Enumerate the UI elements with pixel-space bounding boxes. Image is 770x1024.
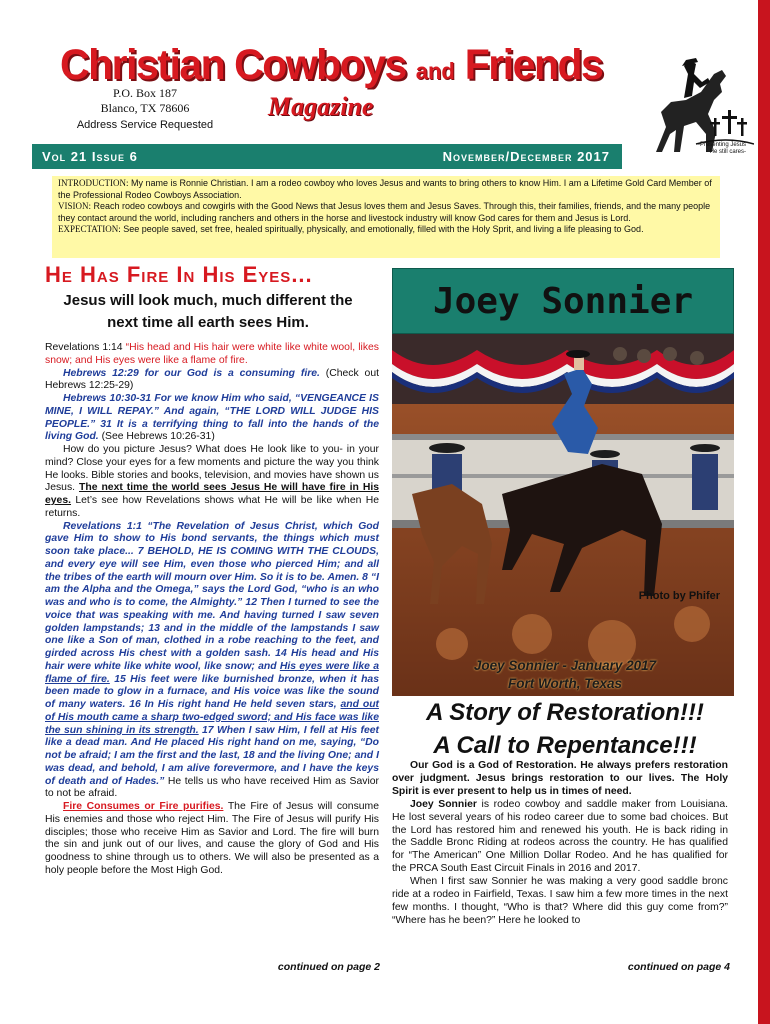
scripture-quote-underlined: and out of His mouth came a sharp two-edged sword; and His face was like the sun shining in its strength.: [45, 699, 379, 736]
continued-link[interactable]: continued on page 4: [627, 961, 730, 973]
story-title-line2: A Call to Repentance!!!: [433, 732, 697, 759]
scripture-quote-underlined: His eyes were like a flame of fire.: [45, 660, 379, 685]
scripture-note: (See Hebrews 10:26-31): [98, 431, 215, 443]
mailing-address: [70, 86, 220, 116]
paragraph: [45, 801, 379, 878]
expectation-paragraph: [58, 224, 714, 236]
issue-bar: [32, 144, 622, 169]
logo-caption-line1: -Presenting Jesus: [697, 142, 746, 148]
logo-caption-line2: - He still cares-: [705, 149, 746, 155]
address-service: Address Service Requested: [76, 119, 214, 131]
body-text: Let’s see how Revelations shows what He will be like when He returns.: [45, 495, 379, 519]
article-subhead: Jesus will look much, much different the next time all earth sees Him.: [63, 292, 353, 331]
scripture-quote: Hebrews 12:29 for our God is a consuming fire.: [63, 367, 320, 379]
paragraph: [392, 799, 728, 876]
issue-date: November/December 2017: [442, 149, 610, 164]
logo-caption: [636, 142, 746, 156]
scripture-quote: 17 When I saw Him, I fell at His feet like a dead man. And He placed His right hand on me, saying, “Do not be afraid; I am the first and the last, 18 and the living One; and I was dead, and behold, I am alive forevermore, and I have the keys of death and of Hades.”: [45, 724, 379, 787]
vision-label: VISION:: [58, 201, 91, 211]
emphasis-text: The next time the world sees Jesus He will have fire in His eyes.: [45, 482, 380, 506]
scripture-quote: 15 His feet were like burnished bronze, when it has been made to glow in a furnace, and His voice was like the sound of many waters. 16 In His right hand He held seven stars,: [45, 673, 379, 710]
vision-paragraph: [58, 201, 714, 224]
vision-text: Reach rodeo cowboys and cowgirls with the Good News that Jesus loves them and Jesus Saves. Through this, their families, friends, and the many people they contact around the world, including ranchers and others in the horse and livestock industry will know God cares for them and Jesus is Lord.: [58, 201, 711, 223]
address-line1: P.O. Box 187: [112, 86, 177, 100]
article-body: [45, 342, 379, 878]
photo-caption-line2: Fort Worth, Texas: [507, 676, 622, 691]
article-headline: He Has Fire In His Eyes...: [45, 262, 313, 287]
scripture-quote: Hebrews 10:30-31 For we know Him who said, “VENGEANCE IS MINE, I WILL REPAY.” And again, “THE LORD WILL JUDGE HIS PEOPLE.” 31 It is a terrifying thing to fall into the hands of the living God.: [45, 393, 379, 443]
intro-paragraph: [58, 178, 714, 201]
scripture-note: (Check out Hebrews 12:25-29): [45, 367, 379, 392]
story-title: [394, 696, 736, 762]
intro-text: My name is Ronnie Christian. I am a rodeo cowboy who loves Jesus and wants to bring others to know Him. I am a Lifetime Gold Card Member of the Professional Rodeo Cowboys Association.: [58, 178, 712, 200]
paragraph: [45, 368, 379, 394]
paragraph: Our God is a God of Restoration. He always prefers restoration over judgment. Jesus brings restoration to our lives. The Holy Spirit is ever present to help us in times of need.: [392, 760, 728, 797]
paragraph: When I first saw Sonnier he was making a very good saddle bronc ride at a rodeo in Fairfield, Texas. I saw him a few more times in the next few months. I thought, “Who is that? Where did this guy come from?” “Where has he been?” Here he looked to: [392, 876, 728, 926]
story-title-line1: A Story of Restoration!!!: [426, 699, 704, 726]
photo-caption-line1: Joey Sonnier - January 2017: [473, 658, 657, 673]
paragraph: [45, 342, 379, 368]
continued-link[interactable]: continued on page 2: [277, 961, 380, 973]
scripture-ref: Revelations 1:14: [45, 342, 126, 353]
page-edge-bar: [758, 0, 770, 1024]
title-part2: Friends: [464, 40, 603, 89]
paragraph: [45, 444, 379, 521]
paragraph: [45, 521, 379, 802]
paragraph: [45, 393, 379, 444]
story-body: [392, 760, 728, 928]
section-lead: Fire Consumes or Fire purifies.: [63, 801, 224, 812]
photo-credit: Photo by Phifer: [638, 590, 720, 602]
body-text: How do you picture Jesus? What does He look like to you- in your mind? Close your eyes for a few moments and picture the way you think He looks. Bible stories and books, television, and movies have shown us Jesus.: [45, 444, 379, 494]
title-part1: Christian Cowboys: [60, 40, 406, 89]
body-text: The Fire of Jesus will consume His enemies and those who reject Him. The Fire of Jesus will purify His disciples; those who receive Him as Savior and Lord. The fire will burn the sin and junk out of our lives, and cause the glory of God and His goodness to shine through us to others. We will also be presented as a holy people before the Most High God.: [45, 801, 379, 876]
body-text: He tells us who have received Him as Savior to not be afraid.: [45, 775, 379, 800]
magazine-title: [60, 40, 620, 89]
name-banner: [392, 268, 734, 334]
address-line2: Blanco, TX 78606: [100, 101, 190, 115]
body-text: is rodeo cowboy and saddle maker from Louisiana. He lost several years of his rodeo career due to some bad choices. But the Lord has restored him and renewed his youth. He is back riding in the Saddle Bronc Riding at rodeos across the country. He has qualified for “The American” One Million Dollar Rodeo. And he has qualified for the PRCA South East Circuit Finals in 2016 and 2017.: [392, 798, 728, 875]
name-banner-text: Joey Sonnier: [432, 281, 694, 322]
scripture-quote: “His head and His hair were white like white wool, likes snow; and His eyes were like a flame of fire.: [45, 342, 379, 366]
intro-box: [52, 176, 720, 258]
expectation-text: See people saved, set free, healed spiritually, physically, and emotionally, filled with the Holy Sprit, and living a life pleasing to God.: [120, 224, 644, 234]
photo-caption: [420, 657, 710, 693]
title-and: and: [415, 57, 455, 85]
subject-name: Joey Sonnier: [410, 798, 477, 810]
rodeo-photo: [392, 334, 734, 696]
intro-label: INTRODUCTION:: [58, 178, 129, 188]
scripture-quote: Revelations 1:1 “The Revelation of Jesus Christ, which God gave Him to show to His bond servants, the things which must soon take place... 7 BEHOLD, HE IS COMING WITH THE CLOUDS, and every eye will see Him, even those who pierced Him; and all the tribes of the earth will mourn over Him. So it is to be. Amen. 8 “I am the Alpha and the Omega,” says the Lord God, “who is an who was and who is to come, the Almighty.” 12 Then I turned to see the voice that was speaking with me. And having turned I saw seven golden lampstands; 13 and in the middle of the lampstands I saw one like a Son of man, clothed in a robe reaching to the feet, and girded across His chest with a golden sash. 14 His head and His hair were white like white wool, like snow; and: [45, 520, 379, 672]
magazine-subtitle: Magazine: [268, 92, 374, 121]
issue-volume: Vol 21 Issue 6: [42, 149, 138, 164]
expectation-label: EXPECTATION:: [58, 224, 121, 234]
